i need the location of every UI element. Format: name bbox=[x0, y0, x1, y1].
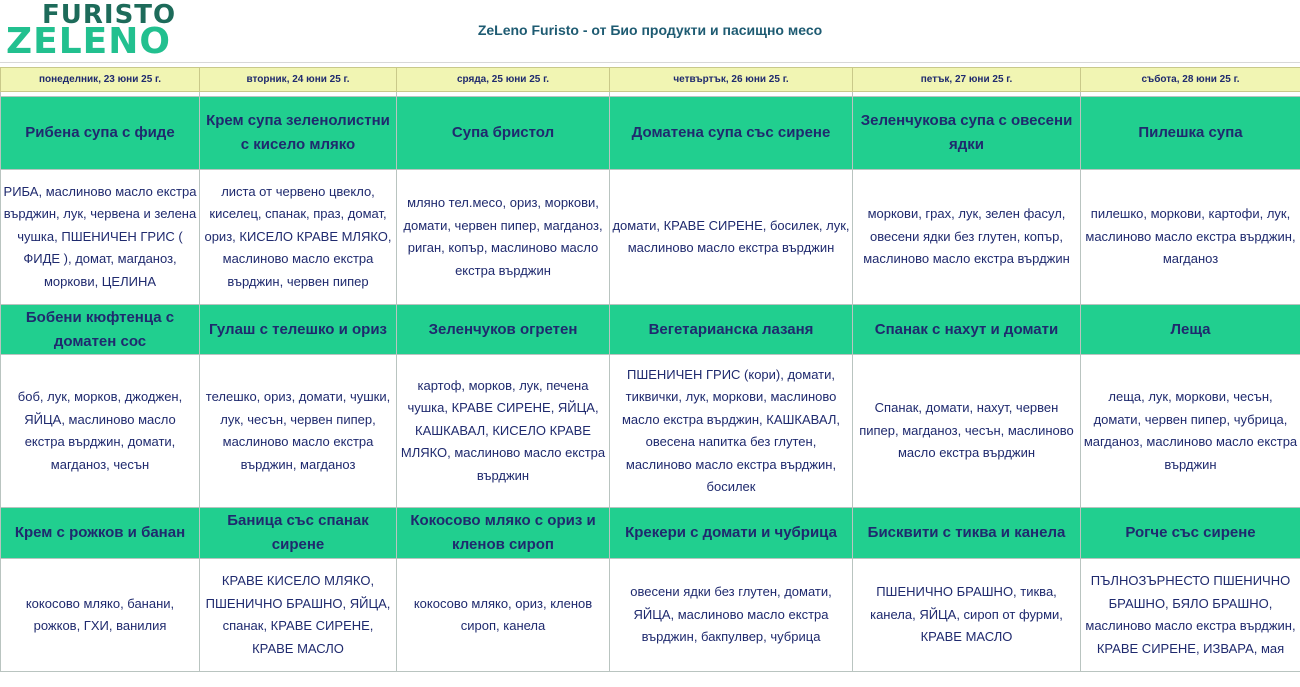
dish-cell: Крем супа зеленолистни с кисело мляко bbox=[200, 97, 397, 170]
day-cell-thu: четвъртък, 26 юни 25 г. bbox=[610, 68, 853, 92]
dish-cell: Зеленчукова супа с овесени ядки bbox=[853, 97, 1081, 170]
ingredients-cell: КРАВЕ КИСЕЛО МЛЯКО, ПШЕНИЧНО БРАШНО, ЯЙЦА, спанак, КРАВЕ СИРЕНЕ, КРАВЕ МАСЛО bbox=[200, 559, 397, 672]
ingredients-cell: ПЪЛНОЗЪРНЕСТО ПШЕНИЧНО БРАШНО, БЯЛО БРАШНО, маслиново масло екстра върджин, КРАВЕ СИРЕНЕ, ИЗВАРА, мая bbox=[1081, 559, 1300, 672]
dish-cell: Бобени кюфтенца с доматен сос bbox=[1, 305, 200, 355]
ingredients-cell: мляно тел.месо, ориз, моркови, домати, червен пипер, магданоз, риган, копър, маслиново масло екстра върджин bbox=[397, 170, 610, 305]
dish-cell: Доматена супа със сирене bbox=[610, 97, 853, 170]
ingredients-cell: ПШЕНИЧНО БРАШНО, тиква, канела, ЯЙЦА, сироп от фурми, КРАВЕ МАСЛО bbox=[853, 559, 1081, 672]
ingredients-cell: телешко, ориз, домати, чушки, лук, чесън, червен пипер, маслиново масло екстра върджин, магданоз bbox=[200, 355, 397, 508]
ingredients-row-1 bbox=[1, 170, 1300, 305]
ingredients-cell: леща, лук, моркови, чесън, домати, червен пипер, чубрица, магданоз, маслиново масло екстра върджин bbox=[1081, 355, 1300, 508]
ingredients-row-2 bbox=[1, 355, 1300, 508]
day-cell-wed: сряда, 25 юни 25 г. bbox=[397, 68, 610, 92]
ingredients-cell: кокосово мляко, банани, рожков, ГХИ, ванилия bbox=[1, 559, 200, 672]
dish-cell: Зеленчуков огретен bbox=[397, 305, 610, 355]
day-cell-tue: вторник, 24 юни 25 г. bbox=[200, 68, 397, 92]
day-cell-fri: петък, 27 юни 25 г. bbox=[853, 68, 1081, 92]
dish-cell: Крекери с домати и чубрица bbox=[610, 508, 853, 559]
dish-cell: Кокосово мляко с ориз и кленов сироп bbox=[397, 508, 610, 559]
ingredients-cell: боб, лук, морков, джоджен, ЯЙЦА, маслиново масло екстра върджин, домати, магданоз, чесън bbox=[1, 355, 200, 508]
dish-cell: Бисквити с тиква и канела bbox=[853, 508, 1081, 559]
dish-row-2 bbox=[1, 305, 1300, 355]
dish-cell: Гулаш с телешко и ориз bbox=[200, 305, 397, 355]
dish-cell: Крем с рожков и банан bbox=[1, 508, 200, 559]
dish-cell: Леща bbox=[1081, 305, 1300, 355]
dish-cell: Спанак с нахут и домати bbox=[853, 305, 1081, 355]
dish-row-1 bbox=[1, 97, 1300, 170]
dish-cell: Рогче със сирене bbox=[1081, 508, 1300, 559]
ingredients-cell: картоф, морков, лук, печена чушка, КРАВЕ СИРЕНЕ, ЯЙЦА, КАШКАВАЛ, КИСЕЛО КРАВЕ МЛЯКО, маслиново масло екстра върджин bbox=[397, 355, 610, 508]
day-cell-mon: понеделник, 23 юни 25 г. bbox=[1, 68, 200, 92]
menu-table bbox=[0, 67, 1300, 672]
days-row bbox=[1, 68, 1300, 92]
dish-cell: Рибена супа с фиде bbox=[1, 97, 200, 170]
ingredients-cell: РИБА, маслиново масло екстра върджин, лук, червена и зелена чушка, ПШЕНИЧЕН ГРИС ( ФИДЕ ), домат, магданоз, моркови, ЦЕЛИНА bbox=[1, 170, 200, 305]
logo-bottom-text: ZELENO bbox=[6, 21, 171, 62]
dish-cell: Вегетарианска лазаня bbox=[610, 305, 853, 355]
ingredients-cell: пилешко, моркови, картофи, лук, маслиново масло екстра върджин, магданоз bbox=[1081, 170, 1300, 305]
dish-cell: Баница със спанак сирене bbox=[200, 508, 397, 559]
ingredients-cell: листа от червено цвекло, киселец, спанак, праз, домат, ориз, КИСЕЛО КРАВЕ МЛЯКО, маслиново масло екстра върджин, червен пипер bbox=[200, 170, 397, 305]
ingredients-cell: овесени ядки без глутен, домати, ЯЙЦА, маслиново масло екстра върджин, бакпулвер, чубрица bbox=[610, 559, 853, 672]
dish-cell: Пилешка супа bbox=[1081, 97, 1300, 170]
day-cell-sat: събота, 28 юни 25 г. bbox=[1081, 68, 1300, 92]
ingredients-cell: моркови, грах, лук, зелен фасул, овесени ядки без глутен, копър, маслиново масло екстра върджин bbox=[853, 170, 1081, 305]
header bbox=[0, 0, 1300, 63]
ingredients-cell: домати, КРАВЕ СИРЕНЕ, босилек, лук, маслиново масло екстра върджин bbox=[610, 170, 853, 305]
ingredients-row-3 bbox=[1, 559, 1300, 672]
logo-top-text: FURISTO bbox=[42, 0, 177, 30]
ingredients-cell: ПШЕНИЧЕН ГРИС (кори), домати, тиквички, лук, моркови, маслиново масло екстра върджин, КАШКАВАЛ, овесена напитка без глутен, маслиново масло екстра върджин, босилек bbox=[610, 355, 853, 508]
ingredients-cell: Спанак, домати, нахут, червен пипер, магданоз, чесън, маслиново масло екстра върджин bbox=[853, 355, 1081, 508]
dish-cell: Супа бристол bbox=[397, 97, 610, 170]
dish-row-3 bbox=[1, 508, 1300, 559]
ingredients-cell: кокосово мляко, ориз, кленов сироп, канела bbox=[397, 559, 610, 672]
page-title: ZeLeno Furisto - от Био продукти и пасищно месо bbox=[477, 22, 823, 38]
